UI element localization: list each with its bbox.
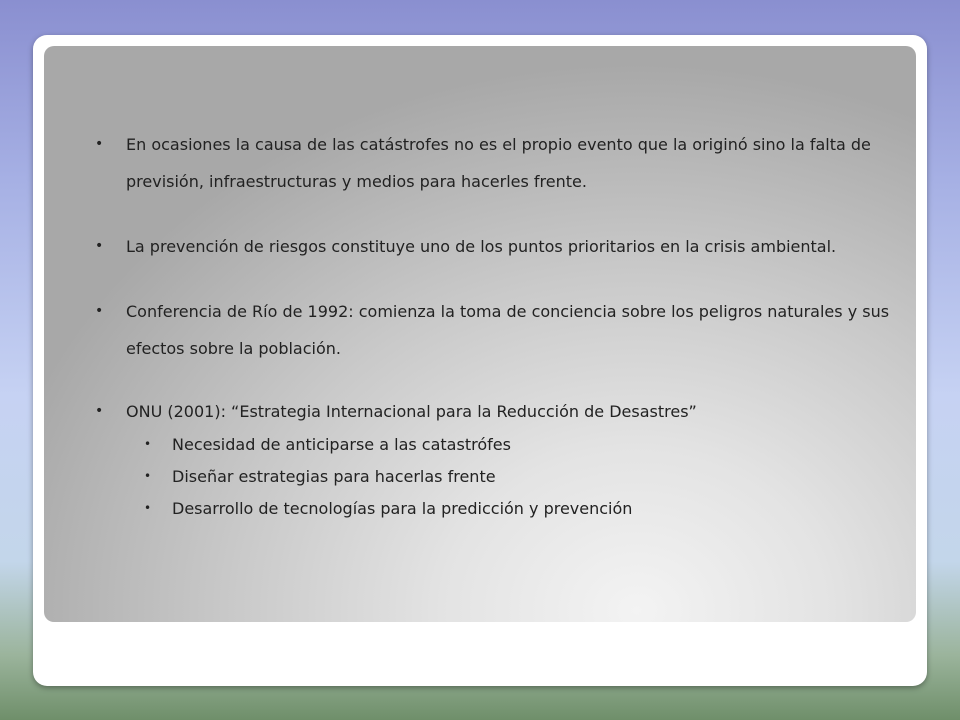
sub-bullet-dot-icon: •	[144, 469, 152, 483]
sub-bullet-text: Diseñar estrategias para hacerlas frente	[172, 467, 496, 486]
bullet-dot-icon: •	[95, 238, 104, 254]
bullet-item	[95, 228, 892, 265]
bullet-list	[44, 46, 916, 622]
bullet-item	[95, 293, 892, 367]
bullet-item	[95, 126, 892, 200]
bullet-dot-icon: •	[95, 303, 104, 319]
slide-frame	[33, 35, 927, 686]
bullet-item	[95, 393, 892, 430]
bullet-dot-icon: •	[95, 403, 104, 419]
bullet-text: La prevención de riesgos constituye uno de los puntos prioritarios en la crisis ambiental.	[126, 237, 837, 256]
bullet-text: En ocasiones la causa de las catástrofes no es el propio evento que la originó sino la falta de previsión, infraestructuras y medios para hacerles frente.	[126, 135, 871, 191]
sub-bullet-dot-icon: •	[144, 501, 152, 515]
sub-bullet-text: Necesidad de anticiparse a las catastrófes	[172, 435, 511, 454]
bullet-text: ONU (2001): “Estrategia Internacional para la Reducción de Desastres”	[126, 402, 697, 421]
sub-bullet-text: Desarrollo de tecnologías para la predicción y prevención	[172, 499, 633, 518]
sub-bullet-dot-icon: •	[144, 437, 152, 451]
bullet-text: Conferencia de Río de 1992: comienza la toma de conciencia sobre los peligros naturales y sus efectos sobre la población.	[126, 302, 890, 358]
bullet-dot-icon: •	[95, 136, 104, 152]
slide-content-panel	[44, 46, 916, 622]
sub-bullet-item	[144, 490, 872, 527]
